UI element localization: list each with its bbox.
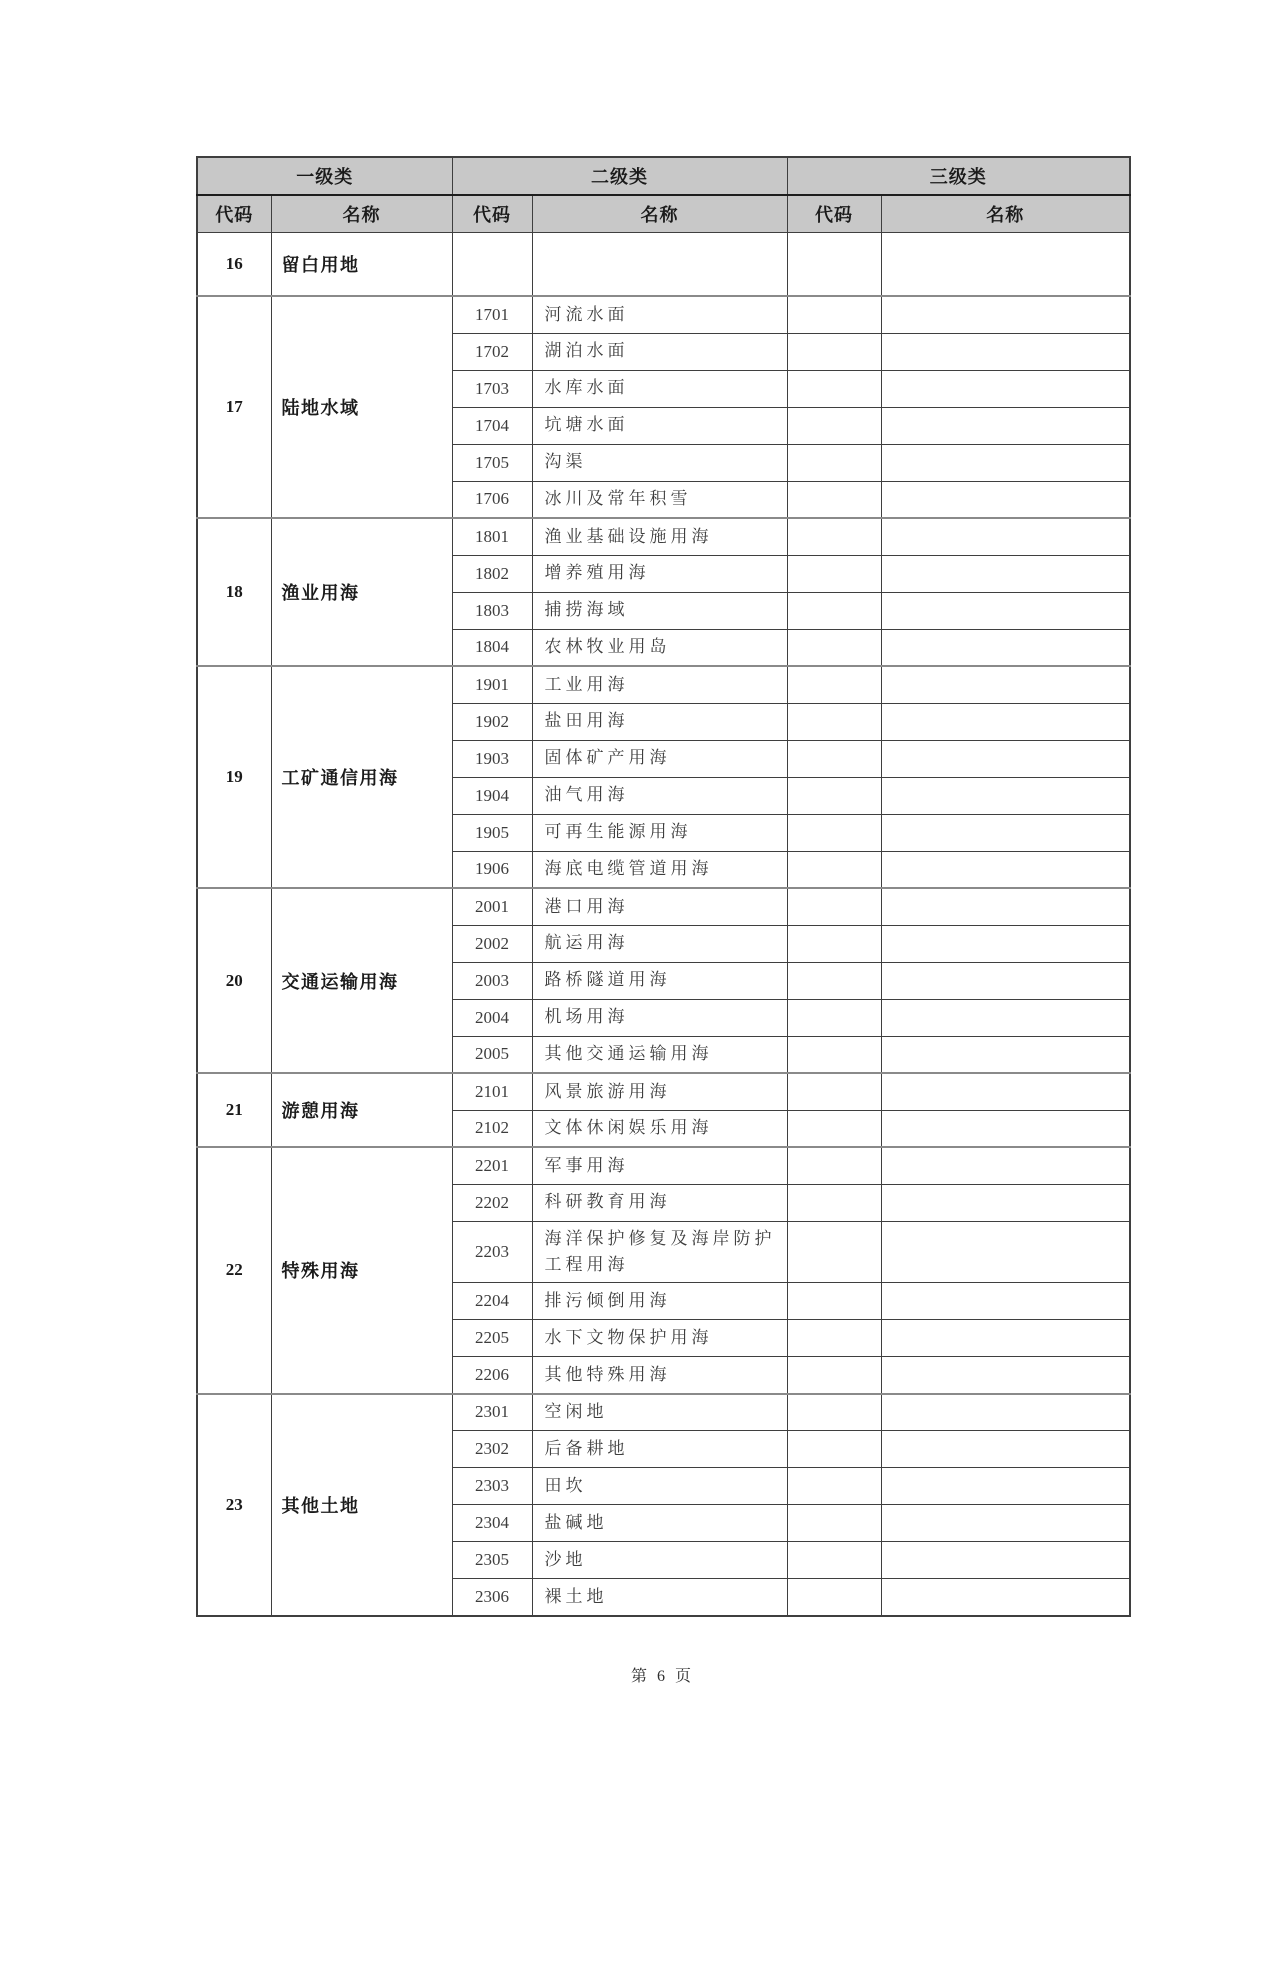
l3-code-cell-empty xyxy=(787,407,881,444)
l2-code-cell: 2202 xyxy=(452,1184,532,1221)
l2-name-cell: 海洋保护修复及海岸防护工程用海 xyxy=(532,1221,787,1283)
l3-name-cell-empty xyxy=(881,1394,1130,1431)
l2-name-cell: 工业用海 xyxy=(532,666,787,703)
l2-code-cell: 2005 xyxy=(452,1036,532,1073)
l3-name-cell-empty xyxy=(881,1283,1130,1320)
classification-table xyxy=(196,156,1131,1617)
l2-name-cell: 渔业基础设施用海 xyxy=(532,518,787,555)
l2-name-cell: 航运用海 xyxy=(532,925,787,962)
l3-name-cell-empty xyxy=(881,740,1130,777)
l2-name-cell: 其他交通运输用海 xyxy=(532,1036,787,1073)
l2-code-cell-empty xyxy=(452,232,532,296)
l1-name-cell: 渔业用海 xyxy=(271,518,452,666)
l2-name-cell: 其他特殊用海 xyxy=(532,1357,787,1394)
l2-name-cell: 风景旅游用海 xyxy=(532,1073,787,1110)
l3-code-cell-empty xyxy=(787,1431,881,1468)
l2-code-cell: 2201 xyxy=(452,1147,532,1184)
l3-name-cell-empty xyxy=(881,1505,1130,1542)
l3-name-cell-empty xyxy=(881,1073,1130,1110)
table-row xyxy=(197,296,1130,333)
l2-name-cell-empty xyxy=(532,232,787,296)
l3-code-cell-empty xyxy=(787,1073,881,1110)
l2-code-cell: 2204 xyxy=(452,1283,532,1320)
l3-name-cell-empty xyxy=(881,851,1130,888)
l3-code-cell-empty xyxy=(787,1184,881,1221)
l3-name-cell-empty xyxy=(881,481,1130,518)
l2-code-cell: 1705 xyxy=(452,444,532,481)
header-level2-class: 二级类 xyxy=(452,157,787,195)
l2-name-cell: 排污倾倒用海 xyxy=(532,1283,787,1320)
l2-code-cell: 1701 xyxy=(452,296,532,333)
l2-name-cell: 水下文物保护用海 xyxy=(532,1320,787,1357)
l2-code-cell: 2303 xyxy=(452,1468,532,1505)
l3-code-cell-empty xyxy=(787,740,881,777)
header-level1-class: 一级类 xyxy=(197,157,452,195)
l3-code-cell-empty xyxy=(787,1542,881,1579)
l3-name-cell-empty xyxy=(881,962,1130,999)
l1-name-cell: 工矿通信用海 xyxy=(271,666,452,888)
table-row xyxy=(197,888,1130,925)
table-row xyxy=(197,666,1130,703)
l3-name-cell-empty xyxy=(881,1579,1130,1616)
l2-code-cell: 1803 xyxy=(452,592,532,629)
l3-code-cell-empty xyxy=(787,629,881,666)
l2-code-cell: 2305 xyxy=(452,1542,532,1579)
page-number: 第 6 页 xyxy=(630,1667,694,1685)
table-row xyxy=(197,1147,1130,1184)
l2-name-cell: 田坎 xyxy=(532,1468,787,1505)
l3-code-cell-empty xyxy=(787,962,881,999)
l2-code-cell: 1904 xyxy=(452,777,532,814)
l3-code-cell-empty xyxy=(787,1283,881,1320)
l2-code-cell: 2304 xyxy=(452,1505,532,1542)
l3-name-cell-empty xyxy=(881,444,1130,481)
l2-name-cell: 机场用海 xyxy=(532,999,787,1036)
l3-code-cell-empty xyxy=(787,1110,881,1147)
l2-code-cell: 1906 xyxy=(452,851,532,888)
table-row xyxy=(197,518,1130,555)
l3-code-cell-empty xyxy=(787,925,881,962)
l3-name-cell-empty xyxy=(881,370,1130,407)
l2-code-cell: 2203 xyxy=(452,1221,532,1283)
header-l3-code: 代码 xyxy=(787,195,881,232)
l2-code-cell: 1801 xyxy=(452,518,532,555)
l3-name-cell-empty xyxy=(881,1320,1130,1357)
l3-name-cell-empty xyxy=(881,629,1130,666)
l2-name-cell: 裸土地 xyxy=(532,1579,787,1616)
header-level3-class: 三级类 xyxy=(787,157,1130,195)
l3-code-cell-empty xyxy=(787,1221,881,1283)
l3-name-cell-empty xyxy=(881,888,1130,925)
l2-code-cell: 2002 xyxy=(452,925,532,962)
l2-name-cell: 湖泊水面 xyxy=(532,333,787,370)
l3-code-cell-empty xyxy=(787,1320,881,1357)
l2-code-cell: 2102 xyxy=(452,1110,532,1147)
l2-name-cell: 文体休闲娱乐用海 xyxy=(532,1110,787,1147)
l2-name-cell: 水库水面 xyxy=(532,370,787,407)
l3-name-cell-empty xyxy=(881,777,1130,814)
l3-code-cell-empty xyxy=(787,814,881,851)
l1-code-cell: 22 xyxy=(197,1147,271,1394)
l3-code-cell-empty xyxy=(787,1147,881,1184)
l3-name-cell-empty xyxy=(881,814,1130,851)
l3-code-cell-empty xyxy=(787,296,881,333)
l3-code-cell-empty xyxy=(787,518,881,555)
l1-name-cell: 交通运输用海 xyxy=(271,888,452,1073)
l2-code-cell: 1804 xyxy=(452,629,532,666)
header-row-levels xyxy=(197,157,1130,195)
l1-code-cell: 17 xyxy=(197,296,271,518)
l2-name-cell: 盐田用海 xyxy=(532,703,787,740)
l2-code-cell: 1901 xyxy=(452,666,532,703)
l2-name-cell: 军事用海 xyxy=(532,1147,787,1184)
l2-code-cell: 1704 xyxy=(452,407,532,444)
header-l1-code: 代码 xyxy=(197,195,271,232)
l2-name-cell: 盐碱地 xyxy=(532,1505,787,1542)
l2-code-cell: 2206 xyxy=(452,1357,532,1394)
l3-code-cell-empty xyxy=(787,666,881,703)
table-row xyxy=(197,1073,1130,1110)
l1-name-cell: 陆地水域 xyxy=(271,296,452,518)
l2-name-cell: 冰川及常年积雪 xyxy=(532,481,787,518)
l3-name-cell-empty xyxy=(881,296,1130,333)
l2-name-cell: 空闲地 xyxy=(532,1394,787,1431)
l2-name-cell: 沙地 xyxy=(532,1542,787,1579)
l3-name-cell-empty xyxy=(881,518,1130,555)
l3-code-cell-empty xyxy=(787,1394,881,1431)
l3-name-cell-empty xyxy=(881,999,1130,1036)
l2-code-cell: 1702 xyxy=(452,333,532,370)
l1-code-cell: 23 xyxy=(197,1394,271,1616)
l3-name-cell-empty xyxy=(881,407,1130,444)
l3-code-cell-empty xyxy=(787,703,881,740)
l1-name-cell: 其他土地 xyxy=(271,1394,452,1616)
l3-name-cell-empty xyxy=(881,666,1130,703)
l2-name-cell: 油气用海 xyxy=(532,777,787,814)
l3-code-cell-empty xyxy=(787,333,881,370)
l2-code-cell: 2101 xyxy=(452,1073,532,1110)
l3-code-cell-empty xyxy=(787,1505,881,1542)
l3-code-cell-empty xyxy=(787,555,881,592)
l1-code-cell: 19 xyxy=(197,666,271,888)
l2-code-cell: 1703 xyxy=(452,370,532,407)
l3-code-cell-empty xyxy=(787,888,881,925)
l3-code-cell-empty xyxy=(787,370,881,407)
header-row-subcolumns xyxy=(197,195,1130,232)
l2-code-cell: 2302 xyxy=(452,1431,532,1468)
l3-code-cell-empty xyxy=(787,444,881,481)
l1-code-cell: 21 xyxy=(197,1073,271,1147)
table-row xyxy=(197,1394,1130,1431)
l1-name-cell: 特殊用海 xyxy=(271,1147,452,1394)
l3-code-cell-empty xyxy=(787,481,881,518)
header-l1-name: 名称 xyxy=(271,195,452,232)
l3-code-cell-empty xyxy=(787,1357,881,1394)
l2-name-cell: 港口用海 xyxy=(532,888,787,925)
l3-code-cell-empty xyxy=(787,232,881,296)
l2-code-cell: 2001 xyxy=(452,888,532,925)
l3-code-cell-empty xyxy=(787,1579,881,1616)
l3-name-cell-empty xyxy=(881,703,1130,740)
header-l2-name: 名称 xyxy=(532,195,787,232)
l2-name-cell: 路桥隧道用海 xyxy=(532,962,787,999)
l3-name-cell-empty xyxy=(881,1110,1130,1147)
l3-name-cell-empty xyxy=(881,1542,1130,1579)
l3-name-cell-empty xyxy=(881,1036,1130,1073)
l1-name-cell: 游憩用海 xyxy=(271,1073,452,1147)
l2-code-cell: 2301 xyxy=(452,1394,532,1431)
l3-name-cell-empty xyxy=(881,592,1130,629)
header-l2-code: 代码 xyxy=(452,195,532,232)
l2-code-cell: 1905 xyxy=(452,814,532,851)
l2-code-cell: 2004 xyxy=(452,999,532,1036)
l1-code-cell: 20 xyxy=(197,888,271,1073)
l2-name-cell: 增养殖用海 xyxy=(532,555,787,592)
l2-name-cell: 河流水面 xyxy=(532,296,787,333)
l2-code-cell: 2205 xyxy=(452,1320,532,1357)
l3-code-cell-empty xyxy=(787,851,881,888)
l2-name-cell: 海底电缆管道用海 xyxy=(532,851,787,888)
l2-name-cell: 可再生能源用海 xyxy=(532,814,787,851)
l3-code-cell-empty xyxy=(787,592,881,629)
l2-code-cell: 1802 xyxy=(452,555,532,592)
l3-name-cell-empty xyxy=(881,333,1130,370)
l2-name-cell: 坑塘水面 xyxy=(532,407,787,444)
l1-code-cell: 16 xyxy=(197,232,271,296)
l2-name-cell: 捕捞海域 xyxy=(532,592,787,629)
l1-code-cell: 18 xyxy=(197,518,271,666)
l3-name-cell-empty xyxy=(881,555,1130,592)
l3-code-cell-empty xyxy=(787,777,881,814)
l2-name-cell: 农林牧业用岛 xyxy=(532,629,787,666)
l2-name-cell: 固体矿产用海 xyxy=(532,740,787,777)
l3-name-cell-empty xyxy=(881,1184,1130,1221)
l2-code-cell: 1706 xyxy=(452,481,532,518)
l3-code-cell-empty xyxy=(787,1468,881,1505)
l2-name-cell: 后备耕地 xyxy=(532,1431,787,1468)
l3-name-cell-empty xyxy=(881,1357,1130,1394)
l3-name-cell-empty xyxy=(881,925,1130,962)
l1-name-cell: 留白用地 xyxy=(271,232,452,296)
l3-name-cell-empty xyxy=(881,232,1130,296)
l2-code-cell: 1902 xyxy=(452,703,532,740)
l2-name-cell: 科研教育用海 xyxy=(532,1184,787,1221)
l3-name-cell-empty xyxy=(881,1221,1130,1283)
l3-code-cell-empty xyxy=(787,999,881,1036)
header-l3-name: 名称 xyxy=(881,195,1130,232)
l3-name-cell-empty xyxy=(881,1468,1130,1505)
l2-name-cell: 沟渠 xyxy=(532,444,787,481)
l3-name-cell-empty xyxy=(881,1147,1130,1184)
l2-code-cell: 2306 xyxy=(452,1579,532,1616)
l3-name-cell-empty xyxy=(881,1431,1130,1468)
l3-code-cell-empty xyxy=(787,1036,881,1073)
table-row xyxy=(197,232,1130,296)
l2-code-cell: 1903 xyxy=(452,740,532,777)
l2-code-cell: 2003 xyxy=(452,962,532,999)
